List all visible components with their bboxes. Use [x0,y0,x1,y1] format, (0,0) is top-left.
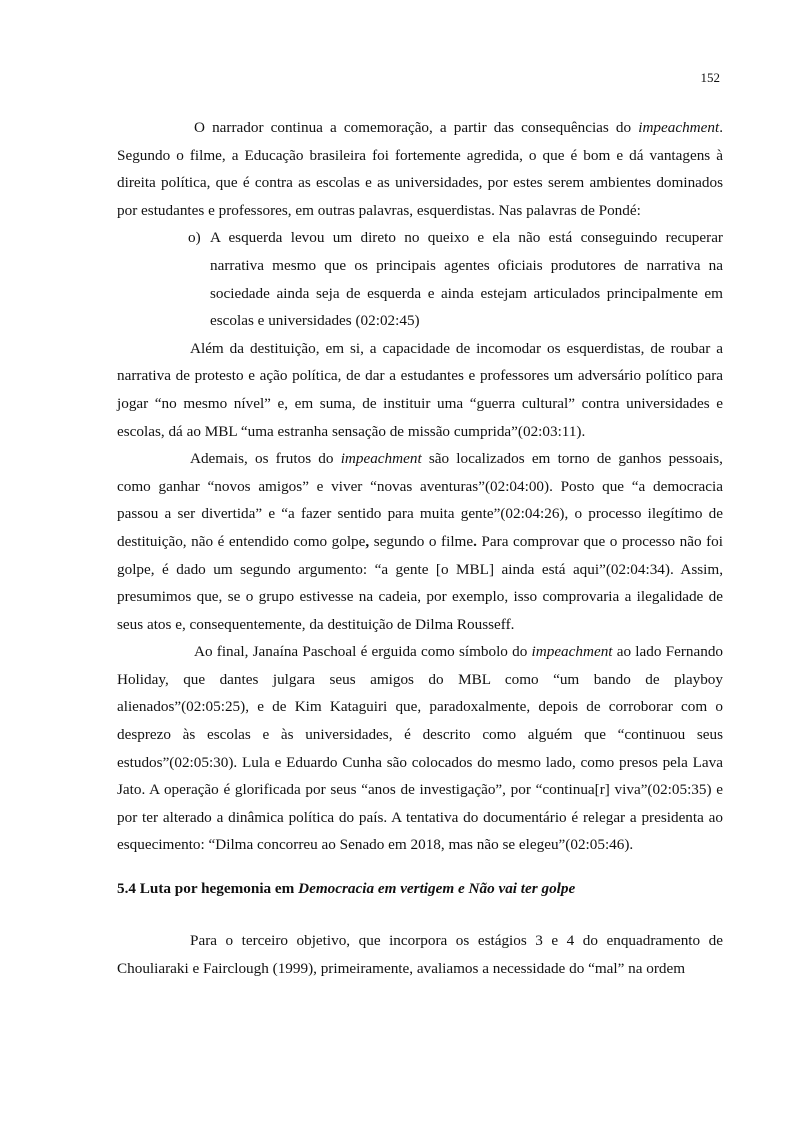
section-heading: 5.4 Luta por hegemonia em Democracia em vertigem e Não vai ter golpe [117,880,576,898]
paragraph-5: Para o terceiro objetivo, que incorpora os estágios 3 e 4 do enquadramento de Chouliaraki e Fairclough (1999), primeiramente, avaliamos a necessidade do “mal” na ordem [117,932,723,977]
page-number: 152 [700,70,720,85]
quote-text: A esquerda levou um direto no queixo e ela não está conseguindo recuperar narrativa mesmo que os principais agentes oficiais produtores de narrativa na sociedade ainda seja de esquerda e ainda estejam articulados principalmente em escolas e universidades (02:02:45) [210,229,723,330]
paragraph-3: Ademais, os frutos do impeachment são localizados em torno de ganhos pessoais, como ganhar “novos amigos” e viver “novas aventuras”(02:04:00). Posto que “a democracia passou a ser divertida” e “a fazer sentido para muita gente”(02:04:26), o processo ilegítimo de destituição, não é entendido como golpe, segundo o filme. Para comprovar que o processo não foi golpe, é dado um segundo argumento: “a gente [o MBL] ainda está aqui”(02:04:34). Assim, presumimos que, se o grupo estivesse na cadeia, por exemplo, isso comprovaria a ilegalidade de seus atos e, consequentemente, da destituição de Dilma Rousseff. [117,450,723,633]
block-quote [188,224,723,334]
quote-marker: o) [188,229,201,247]
paragraph-2: Além da destituição, em si, a capacidade de incomodar os esquerdistas, de roubar a narrativa de protesto e ação política, de dar a estudantes e professores um adversário político para jogar “no mesmo nível” e, em suma, de instituir uma “guerra cultural” contra universidades e escolas, dá ao MBL “uma estranha sensação de missão cumprida”(02:03:11). [117,339,723,440]
paragraph-4: Ao final, Janaína Paschoal é erguida como símbolo do impeachment ao lado Fernando Holiday, que dantes julgara seus amigos do MBL como “um bando de playboy alienados”(02:05:25), e de Kim Kataguiri que, paradoxalmente, depois de corroborar com o desprezo às escolas e às universidades, é descrito como alguém que “continuou seus estudos”(02:05:30). Lula e Eduardo Cunha são colocados do mesmo lado, como presos pela Lava Jato. A operação é glorificada por seus “anos de investigação”, por “continua[r] viva”(02:05:35) e por ter alterado a dinâmica política do país. A tentativa do documentário é relegar a presidenta ao esquecimento: “Dilma concorreu ao Senado em 2018, mas não se elegeu”(02:05:46). [117,643,724,854]
document-body [117,114,723,982]
paragraph-1: O narrador continua a comemoração, a partir das consequências do impeachment. Segundo o filme, a Educação brasileira foi fortemente agredida, o que é bom e dá vantagens à direita política, que é contra as escolas e as universidades, por estes serem ambientes dominados por estudantes e professores, em outras palavras, esquerdistas. Nas palavras de Pondé: [117,119,723,219]
